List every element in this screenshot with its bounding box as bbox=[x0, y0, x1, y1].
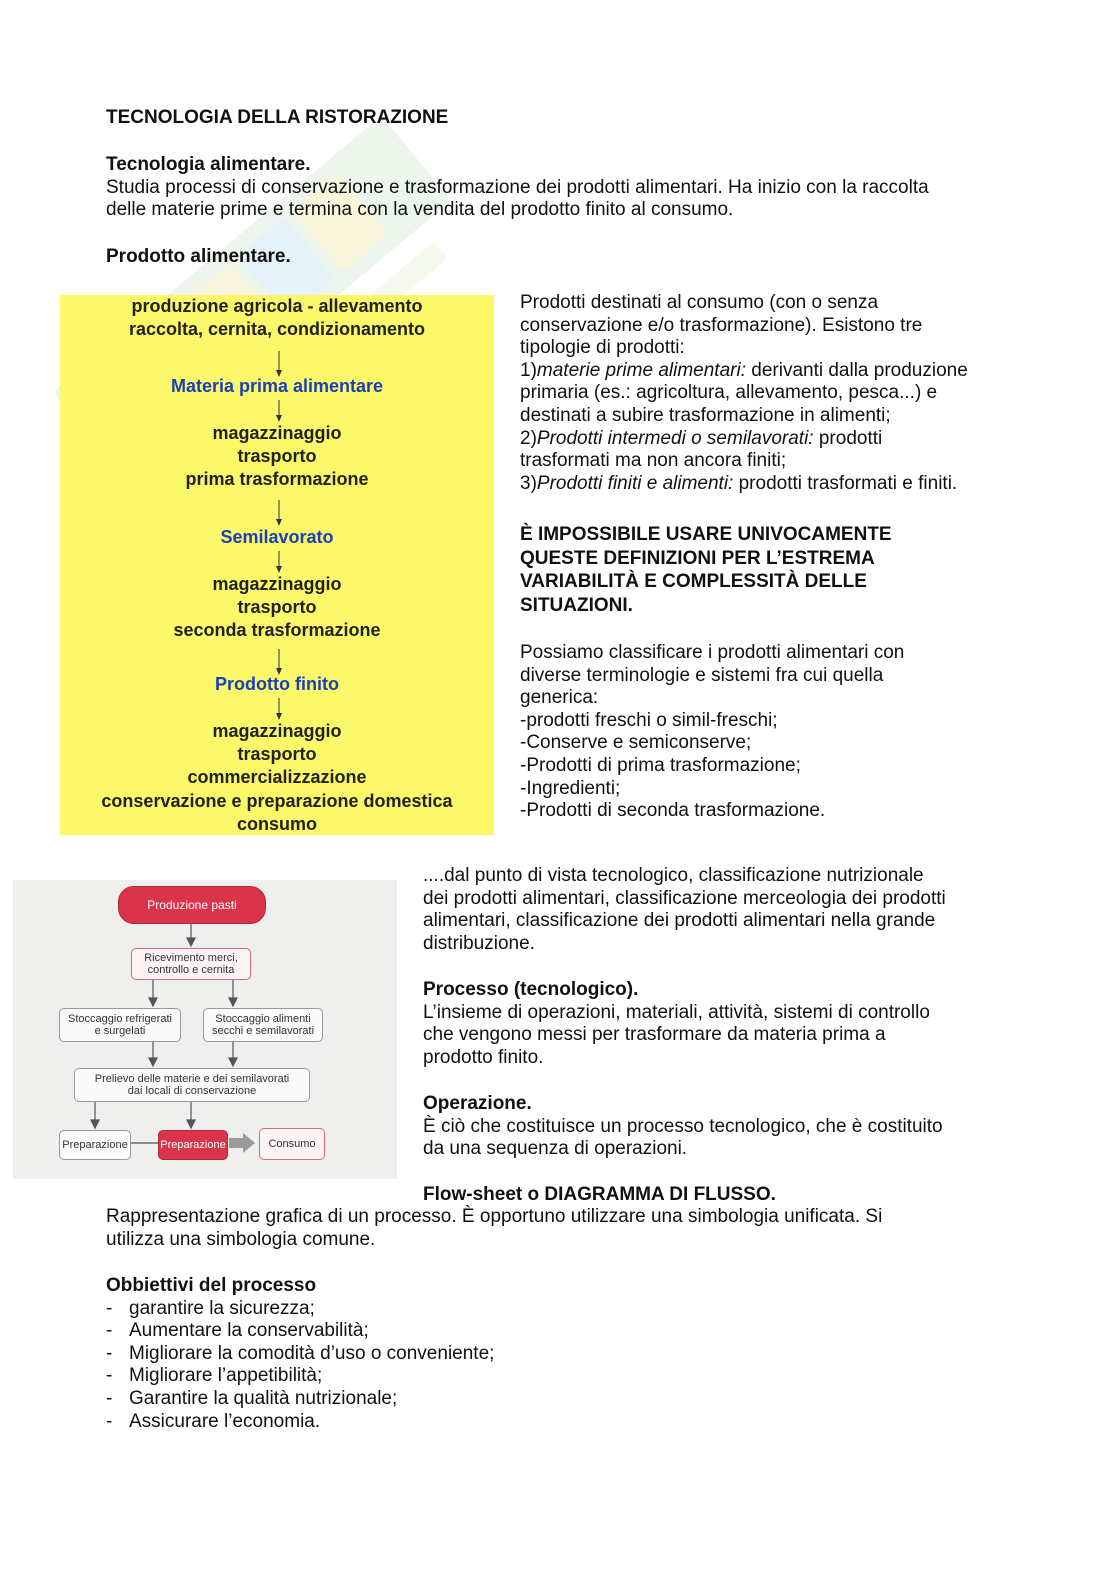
tecnologia-line: delle materie prime e termina con la vendita del prodotto finito al consumo. bbox=[106, 199, 734, 220]
node-prelievo: Prelievo delle materie e dei semilavorati dai locali di conservazione bbox=[74, 1068, 310, 1102]
chain-step: conservazione e preparazione domestica bbox=[101, 791, 453, 811]
chain-step: raccolta, cernita, condizionamento bbox=[128, 319, 426, 339]
list-item: - garantire la sicurezza; bbox=[106, 1298, 806, 1321]
arrow-down-icon bbox=[274, 649, 284, 675]
list-item: - Migliorare l’appetibilità; bbox=[106, 1365, 806, 1388]
chain-step: trasporto bbox=[237, 597, 317, 617]
text-line: primaria (es.: agricoltura, allevamento, pesca...) e bbox=[520, 382, 938, 404]
list-item: - Aumentare la conservabilità; bbox=[106, 1320, 806, 1343]
node-stoccaggio-refrigerati: Stoccaggio refrigerati e surgelati bbox=[59, 1008, 181, 1042]
tecnologia-line: Studia processi di conservazione e trasformazione dei prodotti alimentari. Ha inizio con la raccolta bbox=[106, 177, 929, 198]
chain-step: consumo bbox=[236, 814, 317, 834]
section-heading-operazione: Operazione. bbox=[423, 1093, 532, 1114]
list-item: -prodotti freschi o simil-freschi; bbox=[520, 709, 778, 731]
chain-stage-semilavorato: Semilavorato bbox=[220, 527, 334, 547]
processo-section: Processo (tecnologico). L’insieme di operazioni, materiali, attività, sistemi di controllo che vengono messi per trasformare da materia prima a prodotto finito. bbox=[423, 979, 1023, 1069]
arrow-down-icon bbox=[274, 400, 284, 422]
arrow-down-icon bbox=[274, 500, 284, 526]
section-heading-prodotto: Prodotto alimentare. bbox=[106, 246, 291, 267]
page-title: TECNOLOGIA DELLA RISTORAZIONE bbox=[106, 107, 449, 128]
node-stoccaggio-secchi: Stoccaggio alimenti secchi e semilavorati bbox=[203, 1008, 323, 1042]
chain-step: seconda trasformazione bbox=[173, 620, 381, 640]
text-line: destinati a subire trasformazione in alimenti; bbox=[520, 404, 891, 426]
text-line: trasformati ma non ancora finiti; bbox=[520, 450, 787, 472]
arrow-down-icon bbox=[274, 351, 284, 377]
production-chain-box bbox=[60, 295, 494, 835]
chain-stage-finito: Prodotto finito bbox=[215, 674, 339, 694]
list-item: -Prodotti di seconda trasformazione. bbox=[520, 800, 826, 822]
chain-step: produzione agricola - allevamento bbox=[131, 296, 423, 316]
flowsheet-text: Rappresentazione grafica di un processo. È opportuno utilizzare una simbologia unificata. Si utilizza una simbologia comune. bbox=[106, 1206, 883, 1250]
node-preparazione: Preparazione bbox=[59, 1130, 131, 1160]
product-types-text bbox=[520, 292, 1020, 495]
production-flow-diagram bbox=[13, 880, 397, 1179]
node-consumo: Consumo bbox=[259, 1128, 325, 1160]
chain-stage-materia: Materia prima alimentare bbox=[170, 376, 384, 396]
chain-step: trasporto bbox=[237, 446, 317, 466]
arrow-down-icon bbox=[274, 698, 284, 720]
type-2: 2)Prodotti intermedi o semilavorati: prodotti bbox=[520, 427, 883, 449]
operazione-section: Operazione. È ciò che costituisce un processo tecnologico, che è costituito da una sequenza di operazioni. bbox=[423, 1093, 1023, 1161]
chain-step: prima trasformazione bbox=[185, 469, 369, 489]
list-item: -Prodotti di prima trasformazione; bbox=[520, 754, 801, 776]
chain-step: trasporto bbox=[237, 744, 317, 764]
chain-step: magazzinaggio bbox=[212, 721, 342, 741]
node-preparazione-highlight: Preparazione bbox=[158, 1130, 228, 1160]
obiettivi-list bbox=[106, 1298, 806, 1434]
list-item: -Conserve e semiconserve; bbox=[520, 732, 752, 754]
node-produzione-pasti: Produzione pasti bbox=[118, 886, 266, 924]
text-line: tipologie di prodotti: bbox=[520, 337, 685, 359]
warning-text: È IMPOSSIBILE USARE UNIVOCAMENTE QUESTE DEFINIZIONI PER L’ESTREMA VARIABILITÀ E COMPLESSITÀ DELLE SITUAZIONI. bbox=[520, 524, 892, 616]
text-line: Prodotti destinati al consumo (con o senza bbox=[520, 292, 879, 313]
section-heading-tecnologia: Tecnologia alimentare. bbox=[106, 154, 311, 175]
list-item: - Migliorare la comodità d’uso o conveniente; bbox=[106, 1343, 806, 1366]
classification-text: Possiamo classificare i prodotti alimentari con diverse terminologie e sistemi fra cui quella generica: -prodotti freschi o simil-freschi; -Conserve e semiconserve; -Prodotti di prima trasformazione; -Ingredienti; -Prodotti di seconda trasformazione. bbox=[520, 642, 1020, 823]
classification-viewpoints: ....dal punto di vista tecnologico, classificazione nutrizionale dei prodotti alimentari, classificazione merceologia dei prodotti alimentari, classificazione dei prodotti alimentari nella grande distribuzione. bbox=[423, 865, 946, 954]
chain-step: commercializzazione bbox=[187, 767, 367, 787]
chain-step: magazzinaggio bbox=[212, 423, 342, 443]
arrow-down-icon bbox=[274, 551, 284, 573]
chain-step: magazzinaggio bbox=[212, 574, 342, 594]
text-line: conservazione e/o trasformazione). Esistono tre bbox=[520, 314, 923, 336]
obiettivi-section bbox=[106, 1275, 806, 1433]
list-item: - Assicurare l’economia. bbox=[106, 1411, 806, 1434]
type-3: 3)Prodotti finiti e alimenti: prodotti trasformati e finiti. bbox=[520, 472, 958, 494]
section-heading-flowsheet: Flow-sheet o DIAGRAMMA DI FLUSSO. bbox=[423, 1184, 776, 1205]
section-heading-processo: Processo (tecnologico). bbox=[423, 979, 639, 1000]
list-item: -Ingredienti; bbox=[520, 777, 621, 799]
section-heading-obiettivi: Obbiettivi del processo bbox=[106, 1275, 317, 1296]
list-item: - Garantire la qualità nutrizionale; bbox=[106, 1388, 806, 1411]
type-1: 1)materie prime alimentari: derivanti dalla produzione bbox=[520, 359, 968, 381]
node-ricevimento: Ricevimento merci, controllo e cernita bbox=[131, 948, 251, 980]
